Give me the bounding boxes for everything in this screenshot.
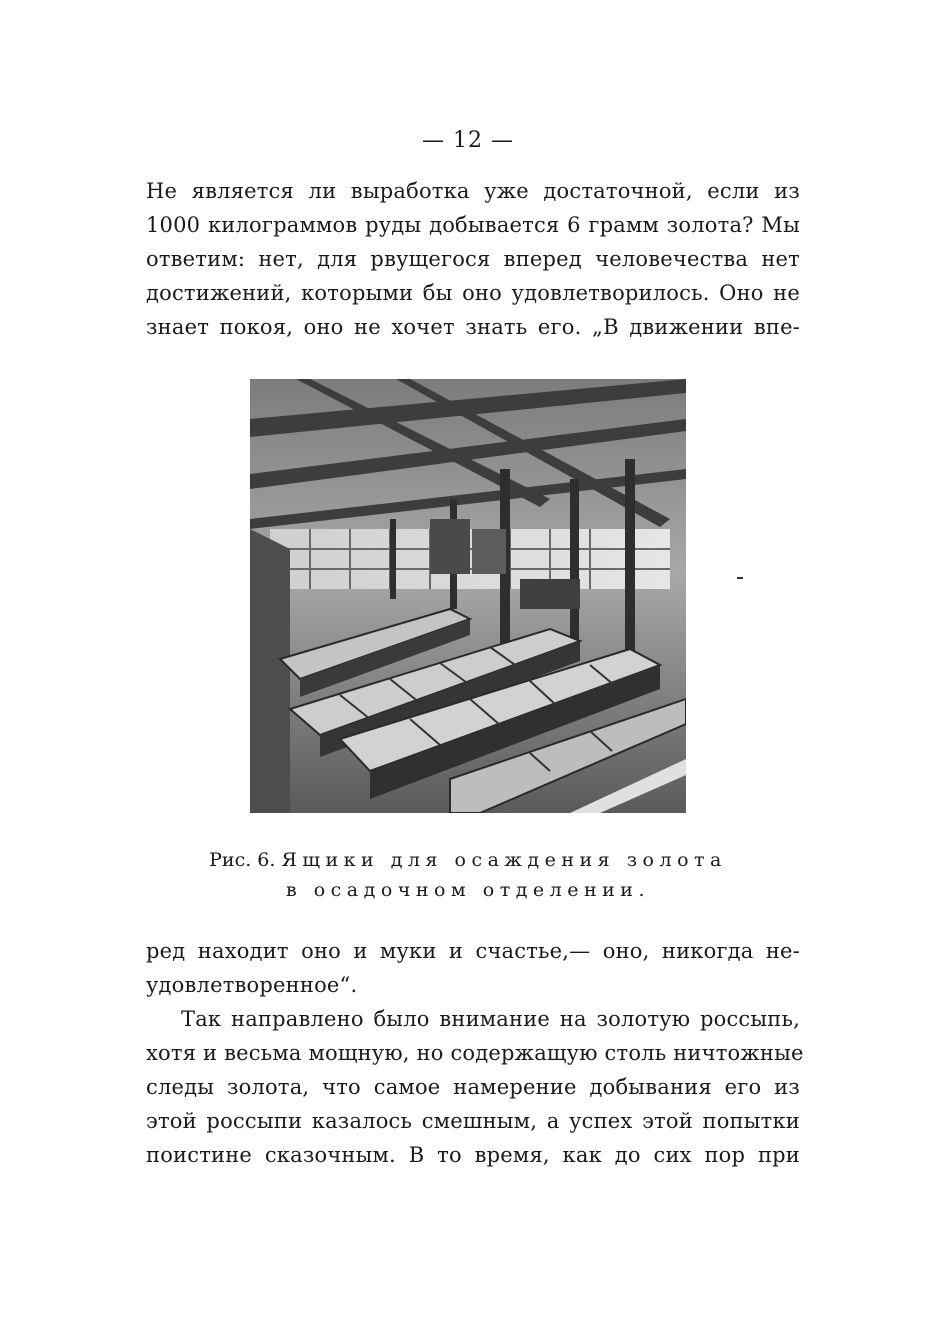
stray-print-mark	[737, 577, 743, 579]
figure-caption-prefix: Рис. 6.	[209, 849, 276, 871]
text-line: Не является ли выработка уже достаточной, если из	[146, 179, 800, 203]
figure-caption-line-2: в осадочном отделении.	[285, 879, 650, 901]
figure-caption-title: Ящики для осаждения золота	[281, 849, 727, 871]
text-line: хотя и весьма мощную, но содержащую столь ничтожные	[146, 1041, 804, 1065]
precipitation-boxes-illustration	[250, 379, 686, 813]
text-line: ответим: нет, для рвущегося вперед человечества нет	[146, 247, 800, 271]
text-line: достижений, которыми бы оно удовлетворилось. Оно не	[146, 281, 800, 305]
text-line: ред находит оно и муки и счастье,— оно, никогда не-	[146, 939, 800, 963]
text-line: поистине сказочным. В то время, как до сих пор при	[146, 1143, 800, 1167]
text-line: 1000 килограммов руды добывается 6 грамм золота? Мы	[146, 213, 800, 237]
text-line: знает покоя, оно не хочет знать его. „В движении впе-	[146, 315, 800, 339]
text-line: этой россыпи казалось смешным, а успех этой попытки	[146, 1109, 800, 1133]
text-line: следы золота, что самое намерение добывания его из	[146, 1075, 800, 1099]
text-line: удовлетворенное“.	[146, 973, 358, 997]
figure-photo	[250, 379, 686, 813]
text-line: Так направлено было внимание на золотую россыпь,	[181, 1007, 800, 1031]
page-number: — 12 —	[422, 128, 514, 153]
figure-caption-line-1	[0, 845, 936, 875]
